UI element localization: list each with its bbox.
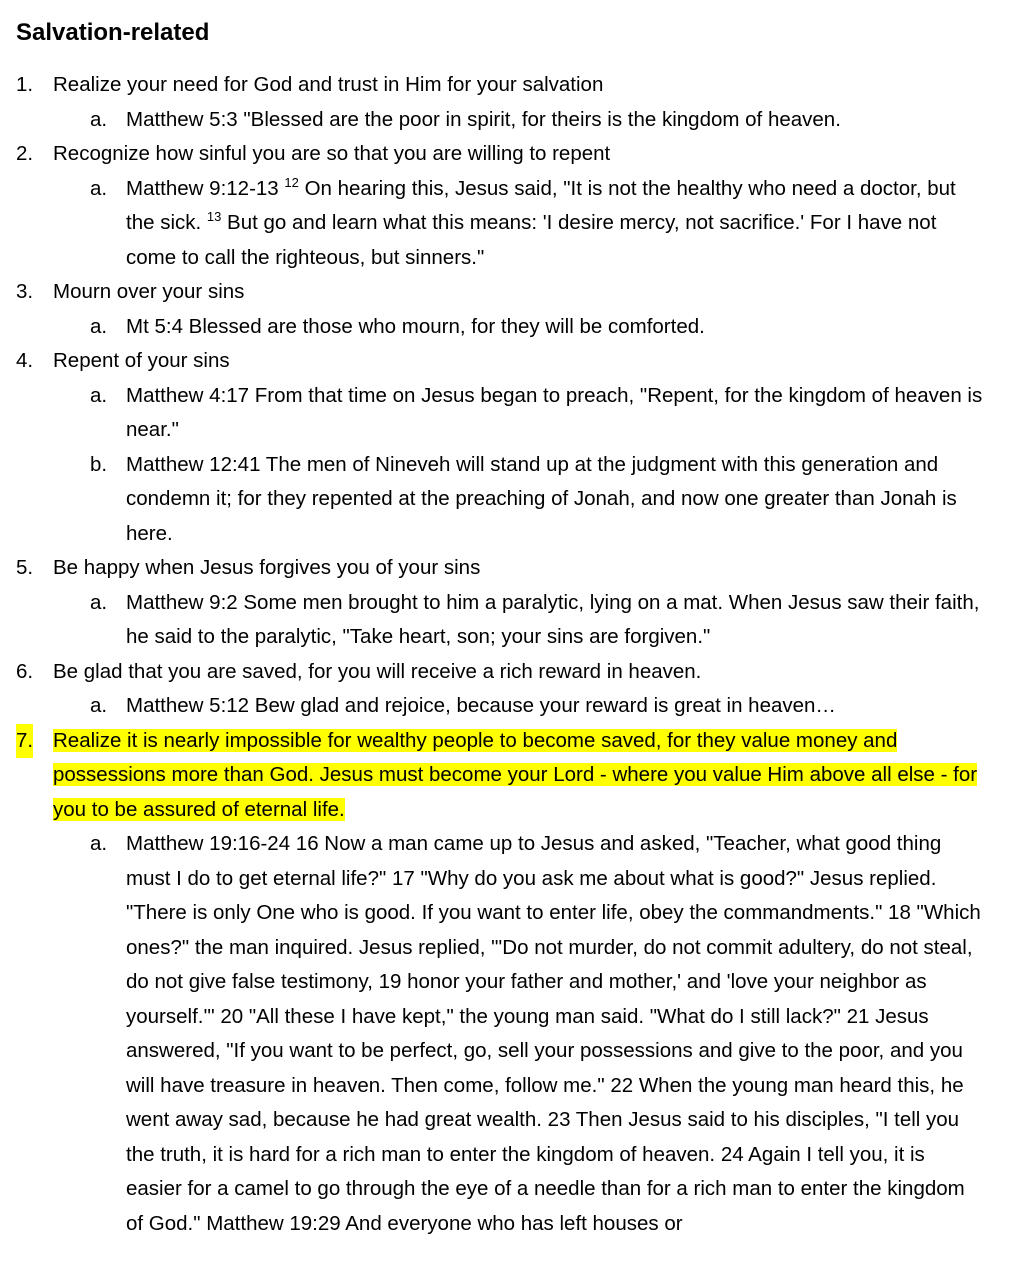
- verse-number: 13: [206, 209, 222, 225]
- scripture-quote: Matthew 4:17 From that time on Jesus began to preach, "Repent, for the kingdom of heaven is near.": [126, 383, 983, 441]
- item-number: 1.: [16, 73, 34, 96]
- item-number: 3.: [16, 280, 34, 303]
- scripture-quote: Matthew 9:2 Some men brought to him a paralytic, lying on a mat. When Jesus saw their faith, he said to the paralytic, "Take heart, son; your sins are forgiven.": [126, 590, 980, 648]
- item-text: Be happy when Jesus forgives you of your sins: [53, 556, 481, 579]
- sub-list: [53, 827, 984, 1241]
- scripture-quote: Matthew 12:41 The men of Nineveh will stand up at the judgment with this generation and condemn it; for they repented at the preaching of Jonah, and now one greater than Jonah is here.: [126, 452, 957, 545]
- item-text: Be glad that you are saved, for you will receive a rich reward in heaven.: [53, 659, 702, 683]
- sub-item: [53, 827, 984, 1241]
- sub-item-letter: a.: [90, 832, 108, 855]
- scripture-quote: [126, 174, 956, 269]
- item-number: 6.: [16, 659, 34, 683]
- list-item-4: [16, 344, 984, 551]
- sub-item: [53, 172, 984, 276]
- item-number: 5.: [16, 556, 34, 579]
- sub-list: [53, 379, 984, 552]
- sub-item: [53, 586, 984, 655]
- sub-list: [53, 689, 984, 724]
- sub-item: [53, 689, 984, 724]
- scripture-quote: Matthew 5:12 Bew glad and rejoice, because your reward is great in heaven…: [126, 694, 836, 717]
- sub-item-letter: a.: [90, 694, 108, 717]
- sub-item: [53, 379, 984, 448]
- sub-list: [53, 172, 984, 276]
- sub-item-letter: b.: [90, 452, 108, 476]
- sub-list: [53, 103, 984, 138]
- verse-number: 12: [284, 174, 299, 190]
- list-item-7: [16, 724, 984, 1242]
- item-text: Realize your need for God and trust in Him for your salvation: [53, 73, 604, 96]
- item-text: Mourn over your sins: [53, 280, 245, 303]
- item-number: 7.: [16, 724, 33, 759]
- item-text: Repent of your sins: [53, 349, 230, 372]
- sub-list: [53, 586, 984, 655]
- sub-item-letter: a.: [90, 314, 108, 338]
- highlighted-item-text: Realize it is nearly impossible for wealthy people to become saved, for they value money and possessions more than God. Jesus must become your Lord - where you value Him above all else - for you to be assured of eternal life.: [53, 728, 978, 821]
- numbered-list: [16, 68, 984, 1241]
- sub-item-letter: a.: [90, 176, 108, 200]
- scripture-quote: Matthew 19:16-24 16 Now a man came up to Jesus and asked, "Teacher, what good thing must I do to get eternal life?" 17 "Why do you ask me about what is good?" Jesus replied. "There is only One who is good. If you want to enter life, obey the commandments." 18 "Which ones?" the man inquired. Jesus replied, "'Do not murder, do not commit adultery, do not steal, do not give false testimony, 19 honor your father and mother,' and 'love your neighbor as yourself.'" 20 "All these I have kept," the young man said. "What do I still lack?" 21 Jesus answered, "If you want to be perfect, go, sell your possessions and give to the poor, and you will have treasure in heaven. Then come, follow me." 22 When the young man heard this, he went away sad, because he had great wealth. 23 Then Jesus said to his disciples, "I tell you the truth, it is hard for a rich man to enter the kingdom of heaven. 24 Again I tell you, it is easier for a camel to go through the eye of a needle than for a rich man to enter the kingdom of God." Matthew 19:29 And everyone who has left houses or: [126, 832, 981, 1235]
- scripture-quote: Mt 5:4 Blessed are those who mourn, for they will be comforted.: [126, 314, 705, 338]
- item-number: 2.: [16, 142, 34, 165]
- sub-item-letter: a.: [90, 383, 108, 407]
- sub-item-letter: a.: [90, 107, 108, 131]
- section-heading: Salvation-related: [16, 19, 210, 46]
- list-item-6: [16, 655, 984, 724]
- sub-item: [53, 448, 984, 552]
- list-item-5: [16, 551, 984, 655]
- scripture-quote: Matthew 5:3 "Blessed are the poor in spirit, for theirs is the kingdom of heaven.: [126, 107, 841, 131]
- quote-text: On hearing this, Jesus said, "It is not the healthy who need a doctor, but the sick.: [126, 176, 956, 234]
- list-item-2: [16, 137, 984, 275]
- sub-item-letter: a.: [90, 590, 108, 614]
- list-item-3: [16, 275, 984, 344]
- list-item-1: [16, 68, 984, 137]
- quote-text: But go and learn what this means: 'I desire mercy, not sacrifice.' For I have not come to call the righteous, but sinners.": [126, 211, 937, 269]
- quote-reference: Matthew 9:12-13: [126, 176, 285, 200]
- sub-item: [53, 103, 984, 138]
- sub-item: [53, 310, 984, 345]
- item-text: Recognize how sinful you are so that you are willing to repent: [53, 142, 611, 165]
- item-number: 4.: [16, 349, 34, 372]
- sub-list: [53, 310, 984, 345]
